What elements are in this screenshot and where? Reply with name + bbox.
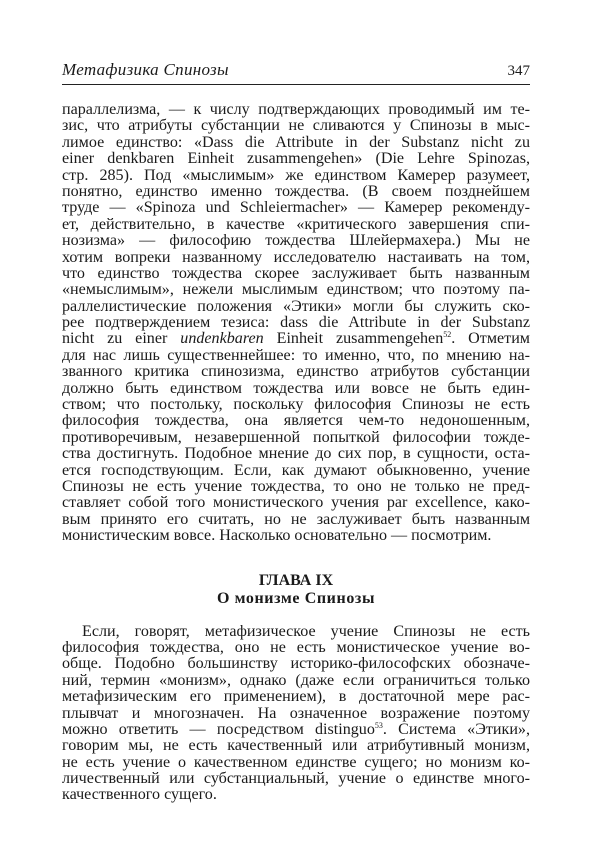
chapter-number: ГЛАВА IX — [258, 571, 334, 589]
text-line: говорим мы, не есть качественный или атрибутивный монизм, — [62, 737, 530, 755]
text-line: что единство тождества скорее заслуживает быть названным — [62, 264, 530, 282]
text-line: ний, термин «монизм», однако (даже если ограничиться только — [62, 671, 530, 689]
text-line: рее подтверждением тезиса: dass die Attribute in der Substanz — [62, 314, 530, 332]
text-line: нозизма» — философию тождества Шлейермахера.) Мы не — [62, 232, 530, 250]
text-line: обще. Подобно большинству историко-философских обозначе- — [62, 655, 530, 673]
text-line: метафизическим его применением), в достаточной мере рас- — [62, 688, 530, 706]
running-header — [62, 60, 530, 85]
text-line: ством; что постольку, поскольку философия Спинозы не есть — [62, 396, 530, 414]
text-line: стр. 285). Под «мыслимым» же единством Камерер разумеет, — [62, 166, 530, 184]
text-line: ства достигнуть. Подобное мнение до сих пор, в сущности, оста- — [62, 445, 530, 463]
text-line: противоречивым, незавершенной попыткой философии тожде- — [62, 428, 530, 446]
text-line: для нас лишь существеннейшее: то именно, что, по мнению на- — [62, 346, 530, 364]
page-number: 347 — [507, 63, 530, 79]
footnote-ref-53[interactable]: 53 — [374, 720, 383, 730]
chapter-heading — [62, 571, 530, 608]
text-line-footnote-52 — [62, 331, 530, 347]
text-line: вым принято его считать, но не заслуживает быть названным — [62, 510, 530, 528]
paragraph-2 — [62, 624, 530, 804]
text-line: «немыслимым», нежели мыслимым единством; что поэтому па- — [62, 281, 530, 299]
text-line: einer denkbaren Einheit zusammengehen» (Die Lehre Spinozas, — [62, 150, 530, 168]
text-fragment: . Система «Этики», — [382, 720, 531, 738]
text-line: труде — «Spinoza und Schleiermacher» — Камерер рекоменду- — [62, 199, 530, 217]
book-page — [62, 60, 530, 804]
text-line: монистическим вовсе. Насколько основательно — посмотрим. — [62, 527, 492, 545]
text-line: философия тождества, оно не есть монистическое учение во- — [62, 638, 530, 656]
text-line: не есть учение о качественном единстве сущего; но монизм ко- — [62, 753, 530, 771]
text-line: хотим вопреки названному исследователю настаивать на том, — [62, 248, 530, 266]
text-line: плывчат и многозначен. На означенное возражение поэтому — [62, 704, 530, 722]
text-line: качественного сущего. — [62, 786, 217, 804]
text-line: званного критика спинозизма, единство атрибутов субстанции — [62, 363, 530, 381]
chapter-title: О монизме Спинозы — [216, 589, 376, 607]
text-fragment: Einheit zusammengehen — [263, 330, 444, 348]
text-line: должно быть единством тождества или вовсе не быть един- — [62, 379, 530, 397]
text-line: Если, говорят, метафизическое учение Спинозы не есть — [82, 622, 530, 640]
text-line: зис, что атрибуты субстанции не сливаются у Спинозы в мыс- — [62, 117, 530, 135]
text-line: философия тождества, она является чем-то недоношенным, — [62, 412, 530, 430]
text-line-footnote-53 — [62, 722, 530, 738]
text-fragment: можно ответить — посредством distinguo — [62, 720, 375, 738]
text-fragment: nicht zu einer — [62, 330, 181, 348]
text-line: личественный или субстанциальный, учение о единстве много- — [62, 770, 530, 788]
text-fragment: . Отметим — [451, 330, 530, 348]
running-title: Метафизика Спинозы — [62, 60, 229, 79]
paragraph-1 — [62, 102, 530, 545]
text-line: понятно, единство именно тождества. (В своем позднейшем — [62, 182, 530, 200]
footnote-ref-52[interactable]: 52 — [443, 330, 452, 340]
text-line: параллелизма, — к числу подтверждающих проводимый им те- — [62, 101, 530, 118]
text-line: ется господствующим. Если, как думают обыкновенно, учение — [62, 461, 530, 479]
italic-term: undenkbaren — [180, 330, 264, 348]
text-line: ставляет собой того монистического учения par excellence, како- — [62, 494, 530, 512]
text-line: лимое единство: «Dass die Attribute in der Substanz nicht zu — [62, 133, 530, 151]
text-line: ет, действительно, в качестве «критического завершения спи- — [62, 215, 530, 233]
text-line: раллелистические положения «Этики» могли бы служить ско- — [62, 297, 530, 315]
text-line: Спинозы не есть учение тождества, то оно не только не пред- — [62, 477, 530, 495]
